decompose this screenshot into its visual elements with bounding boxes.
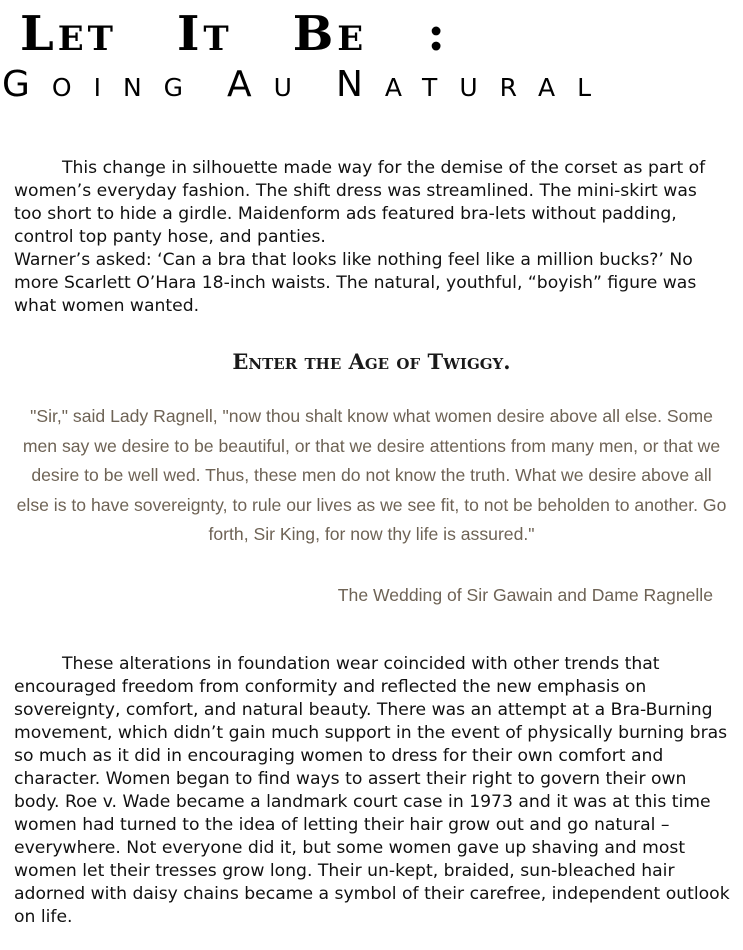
subtitle-word-going: Going <box>2 64 206 105</box>
page-subtitle <box>2 64 742 106</box>
subtitle-word-natural: Natural <box>335 64 614 105</box>
subtitle-word-au: Au <box>227 64 314 105</box>
body-paragraph <box>14 653 730 929</box>
title-word-let: Let <box>20 6 117 62</box>
block-quote: "Sir," said Lady Ragnell, "now thou shalt know what women desire above all else. Some men say we desire to be beautiful, or that we desire attentions from many men, or that we desire to be well wed. Thus, these men do not know the truth. What we desire above all else is to have sovereignty, to rule our lives as we see fit, to not be beholden to another. Go forth, Sir King, for now thy life is assured." <box>16 406 727 545</box>
body-text: These alterations in foundation wear coincided with other trends that encouraged freedom from conformity and reflected the new emphasis on sovereignty, comfort, and natural beauty. There was an attempt at a Bra-Burning movement, which didn’t gain much support in the event of physically burning bras so much as it did in encouraging women to dress for their own comfort and character. Women began to find ways to assert their right to govern their own body. Roe v. Wade became a landmark court case in 1973 and it was at this time women had turned to the idea of letting their hair grow out and go natural – everywhere. Not everyone did it, but some women gave up shaving and most women let their tresses grow long. Their un-kept, braided, sun-bleached hair adorned with daisy chains became a symbol of their carefree, independent outlook on life. <box>14 654 730 927</box>
intro-text-continued: Warner’s asked: ‘Can a bra that looks like nothing feel like a million bucks?’ No more Scarlett O’Hara 18-inch waists. The natural, youthful, “boyish” figure was what women wanted. <box>14 250 697 316</box>
title-word-it: It <box>176 6 233 62</box>
title-colon: : <box>427 6 449 62</box>
title-word-be: Be <box>292 6 368 62</box>
section-heading: Enter the Age of Twiggy. <box>232 349 511 374</box>
intro-paragraph <box>14 157 730 318</box>
intro-text: This change in silhouette made way for the demise of the corset as part of women’s everyday fashion. The shift dress was streamlined. The mini-skirt was too short to hide a girdle. Maidenform ads featured bra-lets without padding, control top panty hose, and panties. <box>14 158 706 247</box>
quote-attribution: The Wedding of Sir Gawain and Dame Ragnelle <box>337 585 713 605</box>
page-title <box>20 8 740 60</box>
